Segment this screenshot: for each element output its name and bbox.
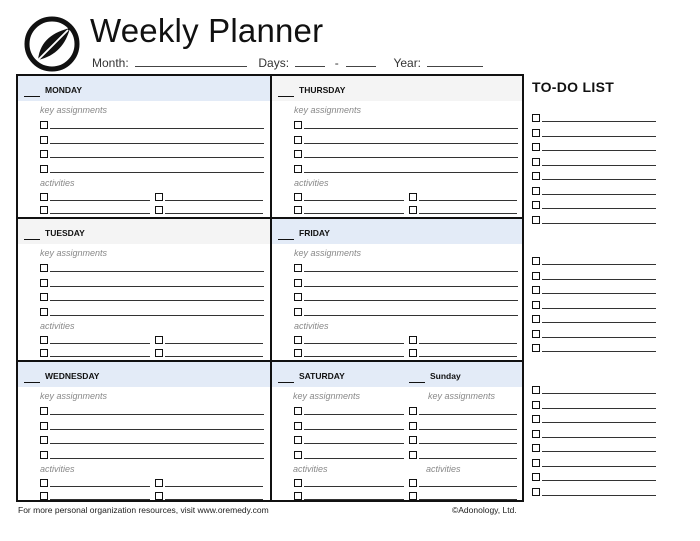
checkbox-icon[interactable] bbox=[294, 492, 302, 500]
write-line[interactable] bbox=[304, 172, 518, 173]
write-line[interactable] bbox=[304, 286, 518, 287]
todo-line[interactable] bbox=[542, 322, 656, 323]
write-line[interactable] bbox=[304, 128, 518, 129]
day-cell-weekend bbox=[272, 362, 522, 500]
checkbox-icon[interactable] bbox=[155, 492, 163, 500]
day-header-weekend bbox=[272, 362, 522, 387]
checkbox-icon[interactable] bbox=[40, 279, 48, 287]
todo-checkbox-icon[interactable] bbox=[532, 444, 540, 452]
checkbox-icon[interactable] bbox=[40, 264, 48, 272]
write-line[interactable] bbox=[50, 286, 264, 287]
checkbox-icon[interactable] bbox=[155, 193, 163, 201]
todo-checkbox-icon[interactable] bbox=[532, 216, 540, 224]
write-line[interactable] bbox=[50, 315, 264, 316]
checkbox-icon[interactable] bbox=[294, 264, 302, 272]
write-line[interactable] bbox=[50, 200, 150, 201]
checkbox-icon[interactable] bbox=[40, 136, 48, 144]
write-line[interactable] bbox=[304, 499, 404, 500]
day-header-friday bbox=[272, 219, 522, 244]
todo-checkbox-icon[interactable] bbox=[532, 114, 540, 122]
checkbox-icon[interactable] bbox=[294, 279, 302, 287]
write-line[interactable] bbox=[304, 157, 518, 158]
day-header-thursday bbox=[272, 76, 522, 101]
day-label-friday: FRIDAY bbox=[299, 228, 330, 238]
day-label-sunday: Sunday bbox=[430, 371, 461, 381]
todo-checkbox-icon[interactable] bbox=[532, 301, 540, 309]
todo-line[interactable] bbox=[542, 121, 656, 122]
month-label: Month: bbox=[92, 56, 129, 70]
day-header-wednesday bbox=[18, 362, 270, 387]
section-label: activities bbox=[293, 464, 328, 474]
checkbox-icon[interactable] bbox=[40, 193, 48, 201]
write-line[interactable] bbox=[165, 213, 263, 214]
days-end-field[interactable] bbox=[346, 55, 376, 67]
todo-checkbox-icon[interactable] bbox=[532, 187, 540, 195]
todo-line[interactable] bbox=[542, 150, 656, 151]
todo-checkbox-icon[interactable] bbox=[532, 158, 540, 166]
write-line[interactable] bbox=[50, 172, 264, 173]
day-label-thursday: THURSDAY bbox=[299, 85, 346, 95]
todo-checkbox-icon[interactable] bbox=[532, 488, 540, 496]
checkbox-icon[interactable] bbox=[409, 407, 417, 415]
write-line[interactable] bbox=[50, 343, 150, 344]
checkbox-icon[interactable] bbox=[409, 206, 417, 214]
section-label: activities bbox=[294, 178, 329, 188]
checkbox-icon[interactable] bbox=[409, 436, 417, 444]
checkbox-icon[interactable] bbox=[40, 349, 48, 357]
todo-checkbox-icon[interactable] bbox=[532, 143, 540, 151]
checkbox-icon[interactable] bbox=[294, 150, 302, 158]
days-label: Days: bbox=[258, 56, 290, 70]
todo-line[interactable] bbox=[542, 393, 656, 394]
day-initial-line[interactable] bbox=[24, 96, 40, 97]
write-line[interactable] bbox=[50, 157, 264, 158]
write-line[interactable] bbox=[419, 443, 517, 444]
year-label: Year: bbox=[393, 56, 422, 70]
write-line[interactable] bbox=[50, 458, 264, 459]
write-line[interactable] bbox=[304, 213, 404, 214]
checkbox-icon[interactable] bbox=[155, 206, 163, 214]
day-initial-line[interactable] bbox=[24, 239, 40, 240]
month-field[interactable] bbox=[135, 55, 247, 67]
checkbox-icon[interactable] bbox=[294, 349, 302, 357]
write-line[interactable] bbox=[419, 200, 517, 201]
day-cell-thursday bbox=[272, 76, 522, 219]
write-line[interactable] bbox=[50, 443, 264, 444]
write-line[interactable] bbox=[304, 414, 404, 415]
write-line[interactable] bbox=[304, 486, 404, 487]
section-label: activities bbox=[40, 464, 75, 474]
todo-checkbox-icon[interactable] bbox=[532, 257, 540, 265]
todo-checkbox-icon[interactable] bbox=[532, 415, 540, 423]
checkbox-icon[interactable] bbox=[409, 492, 417, 500]
footer-resources: For more personal organization resources, visit www.oremedy.com bbox=[18, 505, 269, 515]
section-label: key assignments bbox=[293, 391, 361, 401]
day-cell-wednesday bbox=[18, 362, 272, 500]
checkbox-icon[interactable] bbox=[155, 336, 163, 344]
write-line[interactable] bbox=[304, 300, 518, 301]
section-label: activities bbox=[426, 464, 461, 474]
write-line[interactable] bbox=[419, 414, 517, 415]
section-label: key assignments bbox=[428, 391, 496, 401]
todo-line[interactable] bbox=[542, 451, 656, 452]
todo-checkbox-icon[interactable] bbox=[532, 344, 540, 352]
checkbox-icon[interactable] bbox=[40, 293, 48, 301]
write-line[interactable] bbox=[304, 429, 404, 430]
checkbox-icon[interactable] bbox=[294, 308, 302, 316]
page-title: Weekly Planner bbox=[90, 12, 324, 49]
checkbox-icon[interactable] bbox=[409, 479, 417, 487]
write-line[interactable] bbox=[50, 486, 150, 487]
todo-checkbox-icon[interactable] bbox=[532, 129, 540, 137]
todo-line[interactable] bbox=[542, 351, 656, 352]
section-label: activities bbox=[294, 321, 329, 331]
write-line[interactable] bbox=[304, 443, 404, 444]
checkbox-icon[interactable] bbox=[294, 407, 302, 415]
todo-line[interactable] bbox=[542, 293, 656, 294]
checkbox-icon[interactable] bbox=[294, 165, 302, 173]
checkbox-icon[interactable] bbox=[40, 407, 48, 415]
section-label: key assignments bbox=[294, 105, 362, 115]
day-header-tuesday bbox=[18, 219, 270, 244]
write-line[interactable] bbox=[50, 128, 264, 129]
todo-checkbox-icon[interactable] bbox=[532, 272, 540, 280]
write-line[interactable] bbox=[419, 356, 517, 357]
todo-line[interactable] bbox=[542, 179, 656, 180]
write-line[interactable] bbox=[50, 271, 264, 272]
todo-checkbox-icon[interactable] bbox=[532, 473, 540, 481]
section-label: activities bbox=[40, 178, 75, 188]
section-label: key assignments bbox=[40, 391, 108, 401]
checkbox-icon[interactable] bbox=[409, 349, 417, 357]
todo-checkbox-icon[interactable] bbox=[532, 401, 540, 409]
day-initial-line[interactable] bbox=[278, 239, 294, 240]
write-line[interactable] bbox=[419, 458, 517, 459]
todo-line[interactable] bbox=[542, 480, 656, 481]
day-initial-line[interactable] bbox=[278, 382, 294, 383]
write-line[interactable] bbox=[419, 213, 517, 214]
todo-line[interactable] bbox=[542, 337, 656, 338]
write-line[interactable] bbox=[50, 143, 264, 144]
days-separator: - bbox=[334, 56, 339, 70]
checkbox-icon[interactable] bbox=[409, 193, 417, 201]
write-line[interactable] bbox=[165, 343, 263, 344]
checkbox-icon[interactable] bbox=[294, 193, 302, 201]
todo-line[interactable] bbox=[542, 279, 656, 280]
section-label: key assignments bbox=[40, 105, 108, 115]
checkbox-icon[interactable] bbox=[40, 492, 48, 500]
todo-checkbox-icon[interactable] bbox=[532, 459, 540, 467]
write-line[interactable] bbox=[50, 356, 150, 357]
write-line[interactable] bbox=[419, 429, 517, 430]
todo-checkbox-icon[interactable] bbox=[532, 286, 540, 294]
checkbox-icon[interactable] bbox=[40, 479, 48, 487]
checkbox-icon[interactable] bbox=[40, 308, 48, 316]
write-line[interactable] bbox=[419, 486, 517, 487]
header-fields bbox=[92, 55, 483, 70]
todo-checkbox-icon[interactable] bbox=[532, 201, 540, 209]
checkbox-icon[interactable] bbox=[40, 436, 48, 444]
section-label: key assignments bbox=[40, 248, 108, 258]
todo-line[interactable] bbox=[542, 208, 656, 209]
write-line[interactable] bbox=[304, 343, 404, 344]
todo-checkbox-icon[interactable] bbox=[532, 430, 540, 438]
day-cell-tuesday bbox=[18, 219, 272, 362]
checkbox-icon[interactable] bbox=[409, 336, 417, 344]
write-line[interactable] bbox=[304, 143, 518, 144]
todo-line[interactable] bbox=[542, 466, 656, 467]
write-line[interactable] bbox=[304, 356, 404, 357]
todo-line[interactable] bbox=[542, 422, 656, 423]
write-line[interactable] bbox=[304, 200, 404, 201]
checkbox-icon[interactable] bbox=[40, 206, 48, 214]
todo-line[interactable] bbox=[542, 194, 656, 195]
checkbox-icon[interactable] bbox=[40, 121, 48, 129]
day-cell-monday bbox=[18, 76, 272, 219]
checkbox-icon[interactable] bbox=[294, 206, 302, 214]
day-header-monday bbox=[18, 76, 270, 101]
checkbox-icon[interactable] bbox=[155, 349, 163, 357]
day-initial-line[interactable] bbox=[409, 382, 425, 383]
todo-checkbox-icon[interactable] bbox=[532, 315, 540, 323]
checkbox-icon[interactable] bbox=[294, 121, 302, 129]
checkbox-icon[interactable] bbox=[40, 451, 48, 459]
write-line[interactable] bbox=[50, 499, 150, 500]
write-line[interactable] bbox=[165, 486, 263, 487]
todo-line[interactable] bbox=[542, 165, 656, 166]
todo-checkbox-icon[interactable] bbox=[532, 386, 540, 394]
day-initial-line[interactable] bbox=[24, 382, 40, 383]
checkbox-icon[interactable] bbox=[409, 422, 417, 430]
leaf-circle-logo-icon bbox=[24, 16, 80, 72]
checkbox-icon[interactable] bbox=[409, 451, 417, 459]
year-field[interactable] bbox=[427, 55, 483, 67]
write-line[interactable] bbox=[419, 499, 517, 500]
day-label-monday: MONDAY bbox=[45, 85, 82, 95]
todo-checkbox-icon[interactable] bbox=[532, 172, 540, 180]
write-line[interactable] bbox=[304, 315, 518, 316]
footer-copyright: ©Adonology, Ltd. bbox=[452, 505, 517, 515]
day-cell-friday bbox=[272, 219, 522, 362]
write-line[interactable] bbox=[419, 343, 517, 344]
todo-line[interactable] bbox=[542, 136, 656, 137]
checkbox-icon[interactable] bbox=[40, 422, 48, 430]
todo-line[interactable] bbox=[542, 308, 656, 309]
checkbox-icon[interactable] bbox=[294, 451, 302, 459]
day-label-saturday: SATURDAY bbox=[299, 371, 345, 381]
checkbox-icon[interactable] bbox=[40, 150, 48, 158]
write-line[interactable] bbox=[304, 271, 518, 272]
todo-line[interactable] bbox=[542, 437, 656, 438]
checkbox-icon[interactable] bbox=[294, 293, 302, 301]
write-line[interactable] bbox=[50, 414, 264, 415]
write-line[interactable] bbox=[50, 429, 264, 430]
todo-line[interactable] bbox=[542, 223, 656, 224]
checkbox-icon[interactable] bbox=[155, 479, 163, 487]
checkbox-icon[interactable] bbox=[294, 479, 302, 487]
checkbox-icon[interactable] bbox=[40, 165, 48, 173]
week-grid bbox=[16, 74, 524, 502]
day-label-wednesday: WEDNESDAY bbox=[45, 371, 100, 381]
todo-line[interactable] bbox=[542, 264, 656, 265]
write-line[interactable] bbox=[50, 213, 150, 214]
days-start-field[interactable] bbox=[295, 55, 325, 67]
todo-checkbox-icon[interactable] bbox=[532, 330, 540, 338]
day-initial-line[interactable] bbox=[278, 96, 294, 97]
write-line[interactable] bbox=[165, 200, 263, 201]
todo-title: TO-DO LIST bbox=[532, 79, 615, 95]
checkbox-icon[interactable] bbox=[294, 136, 302, 144]
checkbox-icon[interactable] bbox=[294, 436, 302, 444]
section-label: key assignments bbox=[294, 248, 362, 258]
checkbox-icon[interactable] bbox=[40, 336, 48, 344]
write-line[interactable] bbox=[304, 458, 404, 459]
todo-line[interactable] bbox=[542, 495, 656, 496]
write-line[interactable] bbox=[165, 356, 263, 357]
write-line[interactable] bbox=[50, 300, 264, 301]
checkbox-icon[interactable] bbox=[294, 422, 302, 430]
todo-line[interactable] bbox=[542, 408, 656, 409]
write-line[interactable] bbox=[165, 499, 263, 500]
section-label: activities bbox=[40, 321, 75, 331]
day-label-tuesday: TUESDAY bbox=[45, 228, 85, 238]
checkbox-icon[interactable] bbox=[294, 336, 302, 344]
